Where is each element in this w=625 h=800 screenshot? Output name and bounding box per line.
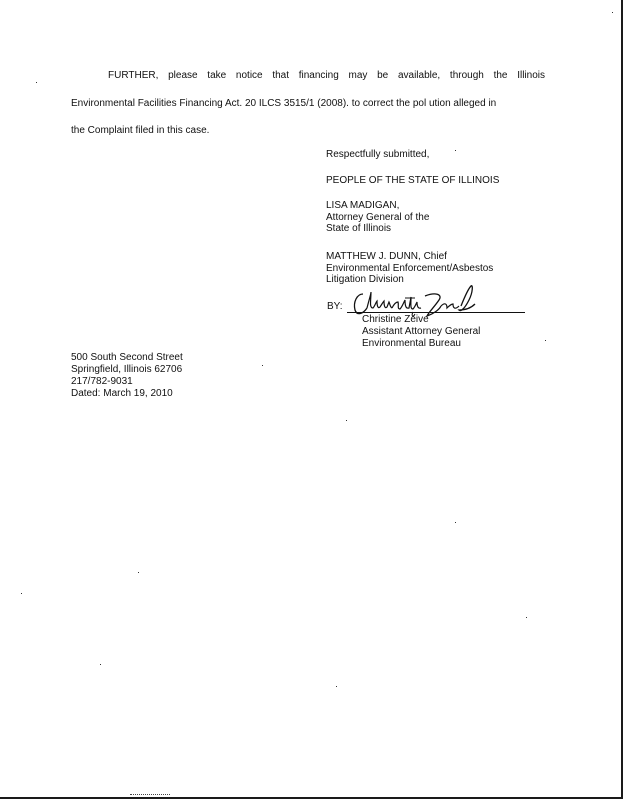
address-street: 500 South Second Street — [71, 352, 183, 363]
division-title-1: Environmental Enforcement/Asbestos — [326, 262, 494, 274]
signer-block — [362, 314, 480, 350]
address-phone: 217/782-9031 — [71, 376, 133, 387]
notice-paragraph-line-1: FURTHER, please take notice that financing may be available, through the Illinois — [108, 70, 545, 81]
address-city: Springfield, Illinois 62706 — [71, 364, 183, 375]
signer-name: Christine Zeive — [362, 314, 429, 325]
scan-speck — [346, 420, 347, 421]
by-label: BY: — [327, 301, 343, 312]
scan-speck — [100, 664, 101, 665]
scan-speck — [262, 365, 263, 366]
attorney-general-name: LISA MADIGAN, — [326, 200, 400, 211]
signer-bureau: Environmental Bureau — [362, 338, 461, 349]
scan-speck — [526, 617, 527, 618]
scan-speck — [455, 522, 456, 523]
respectfully-submitted: Respectfully submitted, — [326, 149, 430, 160]
signer-title: Assistant Attorney General — [362, 326, 481, 337]
scan-speck — [36, 82, 37, 83]
division-chief-name: MATTHEW J. DUNN, Chief — [326, 251, 447, 262]
document-date: Dated: March 19, 2010 — [71, 388, 173, 399]
notice-paragraph-line-3: the Complaint filed in this case. — [71, 125, 210, 136]
division-chief-block — [326, 251, 493, 286]
attorney-general-block — [326, 200, 429, 235]
attorney-general-state: State of Illinois — [326, 223, 392, 234]
notice-paragraph-line-2: Environmental Facilities Financing Act. 20 ILCS 3515/1 (2008). to correct the pol ution alleged in — [71, 98, 497, 109]
scan-speck — [21, 593, 22, 594]
signature-line-row — [327, 282, 525, 314]
party-name: PEOPLE OF THE STATE OF ILLINOIS — [326, 175, 500, 186]
scan-speck — [455, 150, 456, 151]
division-title-2: Litigation Division — [326, 274, 404, 285]
scan-speck — [612, 12, 613, 13]
address-block — [71, 352, 183, 400]
attorney-general-title: Attorney General of the — [326, 211, 430, 223]
scan-artifact — [130, 794, 170, 795]
scan-speck — [138, 572, 139, 573]
scan-speck — [545, 340, 546, 341]
scan-speck — [336, 686, 337, 687]
